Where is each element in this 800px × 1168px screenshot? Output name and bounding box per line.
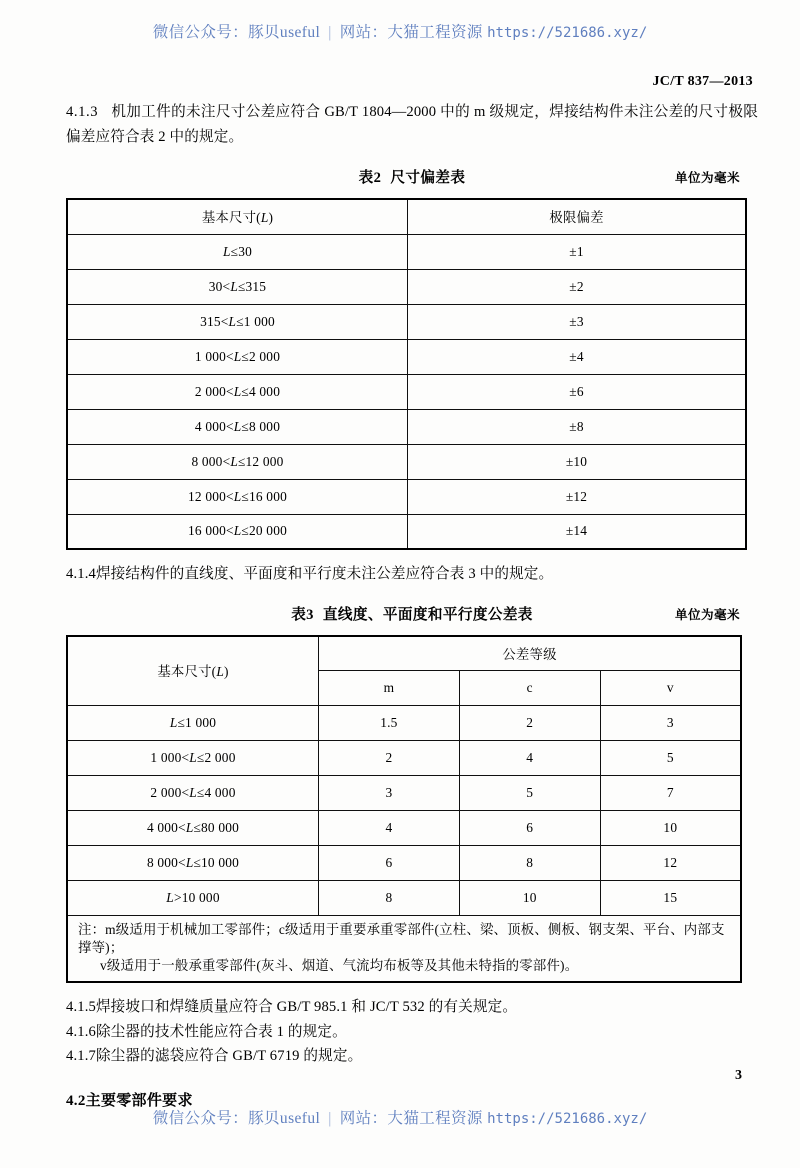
clause-4-1-3-text: 机加工件的未注尺寸公差应符合 GB/T 1804—2000 中的 m 级规定，焊接结构件未注公差的尺寸极限偏差应符合表 2 中的规定。 — [66, 104, 758, 145]
clause-4-1-3-number: 4.1.3 — [66, 104, 99, 120]
table2-cell-size: 8 000<L≤12 000 — [67, 444, 408, 479]
watermark-bottom — [0, 1106, 800, 1128]
document-content — [66, 100, 758, 1110]
table3-cell-c: 5 — [459, 776, 600, 811]
table2-cell-deviation: ±1 — [408, 234, 747, 269]
watermark-url: https://521686.xyz/ — [487, 25, 648, 41]
watermark-site-label: 网站：大猫工程资源 — [339, 24, 483, 41]
table3-note — [67, 916, 741, 983]
table3-caption-title: 直线度、平面度和平行度公差表 — [322, 606, 533, 623]
table3-cell-size: 2 000<L≤4 000 — [67, 776, 319, 811]
section-4-2-text: 主要零部件要求 — [85, 1092, 193, 1109]
standard-number: JC/T 837—2013 — [652, 74, 753, 89]
table-dimension-deviation — [66, 198, 747, 550]
clause-4-1-5-text: 焊接坡口和焊缝质量应符合 GB/T 985.1 和 JC/T 532 的有关规定。 — [95, 999, 518, 1015]
watermark-separator: | — [328, 1110, 332, 1127]
table3-cell-m: 1.5 — [319, 706, 460, 741]
table2-caption — [66, 166, 758, 187]
table2-cell-deviation: ±14 — [408, 514, 747, 549]
table3-header-grade-v: v — [600, 671, 741, 706]
table3-cell-c: 10 — [459, 881, 600, 916]
table2-cell-deviation: ±12 — [408, 479, 747, 514]
table2-cell-deviation: ±4 — [408, 339, 747, 374]
table2-header-deviation: 极限偏差 — [408, 199, 747, 234]
clause-4-1-5-number: 4.1.5 — [66, 999, 96, 1015]
table3-cell-m: 4 — [319, 811, 460, 846]
table3-cell-size: 1 000<L≤2 000 — [67, 741, 319, 776]
table2-cell-size: 12 000<L≤16 000 — [67, 479, 408, 514]
table3-cell-size: 4 000<L≤80 000 — [67, 811, 319, 846]
watermark-wechat-label: 微信公众号：豚贝useful — [152, 24, 321, 41]
table3-cell-v: 10 — [600, 811, 741, 846]
table-row — [67, 811, 741, 846]
table-row — [67, 304, 746, 339]
table3-note-line2: v级适用于一般承重零部件(灰斗、烟道、气流均布板等及其他未特指的零部件)。 — [100, 958, 579, 973]
clause-4-1-7-number: 4.1.7 — [66, 1048, 96, 1064]
table2-cell-deviation: ±3 — [408, 304, 747, 339]
table2-cell-deviation: ±10 — [408, 444, 747, 479]
table3-header-row-1 — [67, 636, 741, 671]
table3-cell-c: 6 — [459, 811, 600, 846]
table3-cell-v: 7 — [600, 776, 741, 811]
table3-cell-v: 12 — [600, 846, 741, 881]
table3-cell-c: 2 — [459, 706, 600, 741]
table-row — [67, 479, 746, 514]
section-4-2-number: 4.2 — [66, 1092, 86, 1109]
table3-cell-m: 3 — [319, 776, 460, 811]
table3-cell-v: 15 — [600, 881, 741, 916]
table3-caption-label: 表3 — [291, 606, 314, 623]
watermark-url: https://521686.xyz/ — [487, 1111, 648, 1127]
table-row — [67, 846, 741, 881]
table3-unit-note: 单位为毫米 — [675, 607, 740, 622]
table2-cell-deviation: ±8 — [408, 409, 747, 444]
watermark-wechat-label: 微信公众号：豚贝useful — [152, 1110, 321, 1127]
table3-cell-c: 8 — [459, 846, 600, 881]
table3-caption-row — [66, 603, 758, 627]
table-row — [67, 706, 741, 741]
table-row — [67, 741, 741, 776]
clause-4-1-3 — [66, 100, 758, 150]
table3-cell-size: 8 000<L≤10 000 — [67, 846, 319, 881]
table2-unit-note: 单位为毫米 — [675, 171, 740, 185]
table2-header-size: 基本尺寸(L) — [67, 199, 408, 234]
table2-cell-size: 4 000<L≤8 000 — [67, 409, 408, 444]
table3-cell-size: L>10 000 — [67, 881, 319, 916]
table-row — [67, 444, 746, 479]
watermark-site-label: 网站：大猫工程资源 — [339, 1110, 483, 1127]
table-row — [67, 339, 746, 374]
table3-cell-m: 6 — [319, 846, 460, 881]
clause-4-1-4 — [66, 562, 758, 587]
table3-note-row — [67, 916, 741, 983]
table2-caption-title: 尺寸偏差表 — [390, 170, 466, 186]
page-number: 3 — [735, 1068, 742, 1083]
clause-4-1-6-text: 除尘器的技术性能应符合表 1 的规定。 — [95, 1023, 347, 1040]
table-straightness-flatness-parallelism — [66, 635, 742, 984]
watermark-separator: | — [328, 24, 332, 41]
clause-4-1-4-text: 焊接结构件的直线度、平面度和平行度未注公差应符合表 3 中的规定。 — [95, 566, 554, 582]
table2-cell-size: 2 000<L≤4 000 — [67, 374, 408, 409]
table-row — [67, 776, 741, 811]
clause-4-1-5 — [66, 995, 758, 1020]
table3-caption — [66, 603, 758, 624]
table2-cell-size: 16 000<L≤20 000 — [67, 514, 408, 549]
watermark-top — [0, 20, 800, 42]
table3-cell-size: L≤1 000 — [67, 706, 319, 741]
table2-cell-deviation: ±2 — [408, 269, 747, 304]
table2-caption-row — [66, 166, 758, 190]
clause-4-1-4-number: 4.1.4 — [66, 566, 96, 582]
table2-cell-size: 315<L≤1 000 — [67, 304, 408, 339]
table-row — [67, 409, 746, 444]
clause-4-1-6 — [66, 1020, 758, 1045]
table-row — [67, 269, 746, 304]
table3-header-grade-group: 公差等级 — [319, 636, 742, 671]
clause-4-1-7 — [66, 1044, 758, 1069]
table3-cell-v: 3 — [600, 706, 741, 741]
table2-header-row — [67, 199, 746, 234]
table3-cell-m: 2 — [319, 741, 460, 776]
clause-4-1-6-number: 4.1.6 — [66, 1023, 96, 1040]
table2-cell-deviation: ±6 — [408, 374, 747, 409]
table3-cell-v: 5 — [600, 741, 741, 776]
table3-header-grade-c: c — [459, 671, 600, 706]
table3-header-size: 基本尺寸(L) — [67, 636, 319, 706]
table3-header-grade-m: m — [319, 671, 460, 706]
table-row — [67, 374, 746, 409]
table3-cell-m: 8 — [319, 881, 460, 916]
clause-4-1-7-text: 除尘器的滤袋应符合 GB/T 6719 的规定。 — [95, 1048, 363, 1064]
table-row — [67, 881, 741, 916]
table2-cell-size: 30<L≤315 — [67, 269, 408, 304]
table-row — [67, 234, 746, 269]
table3-note-line1: 注：m级适用于机械加工零部件；c级适用于重要承重零部件(立柱、梁、顶板、侧板、钢支架、平台、内部支撑等)； — [78, 922, 725, 955]
table-row — [67, 514, 746, 549]
table2-caption-label: 表2 — [358, 170, 382, 186]
table2-cell-size: 1 000<L≤2 000 — [67, 339, 408, 374]
table2-cell-size: L≤30 — [67, 234, 408, 269]
table3-cell-c: 4 — [459, 741, 600, 776]
